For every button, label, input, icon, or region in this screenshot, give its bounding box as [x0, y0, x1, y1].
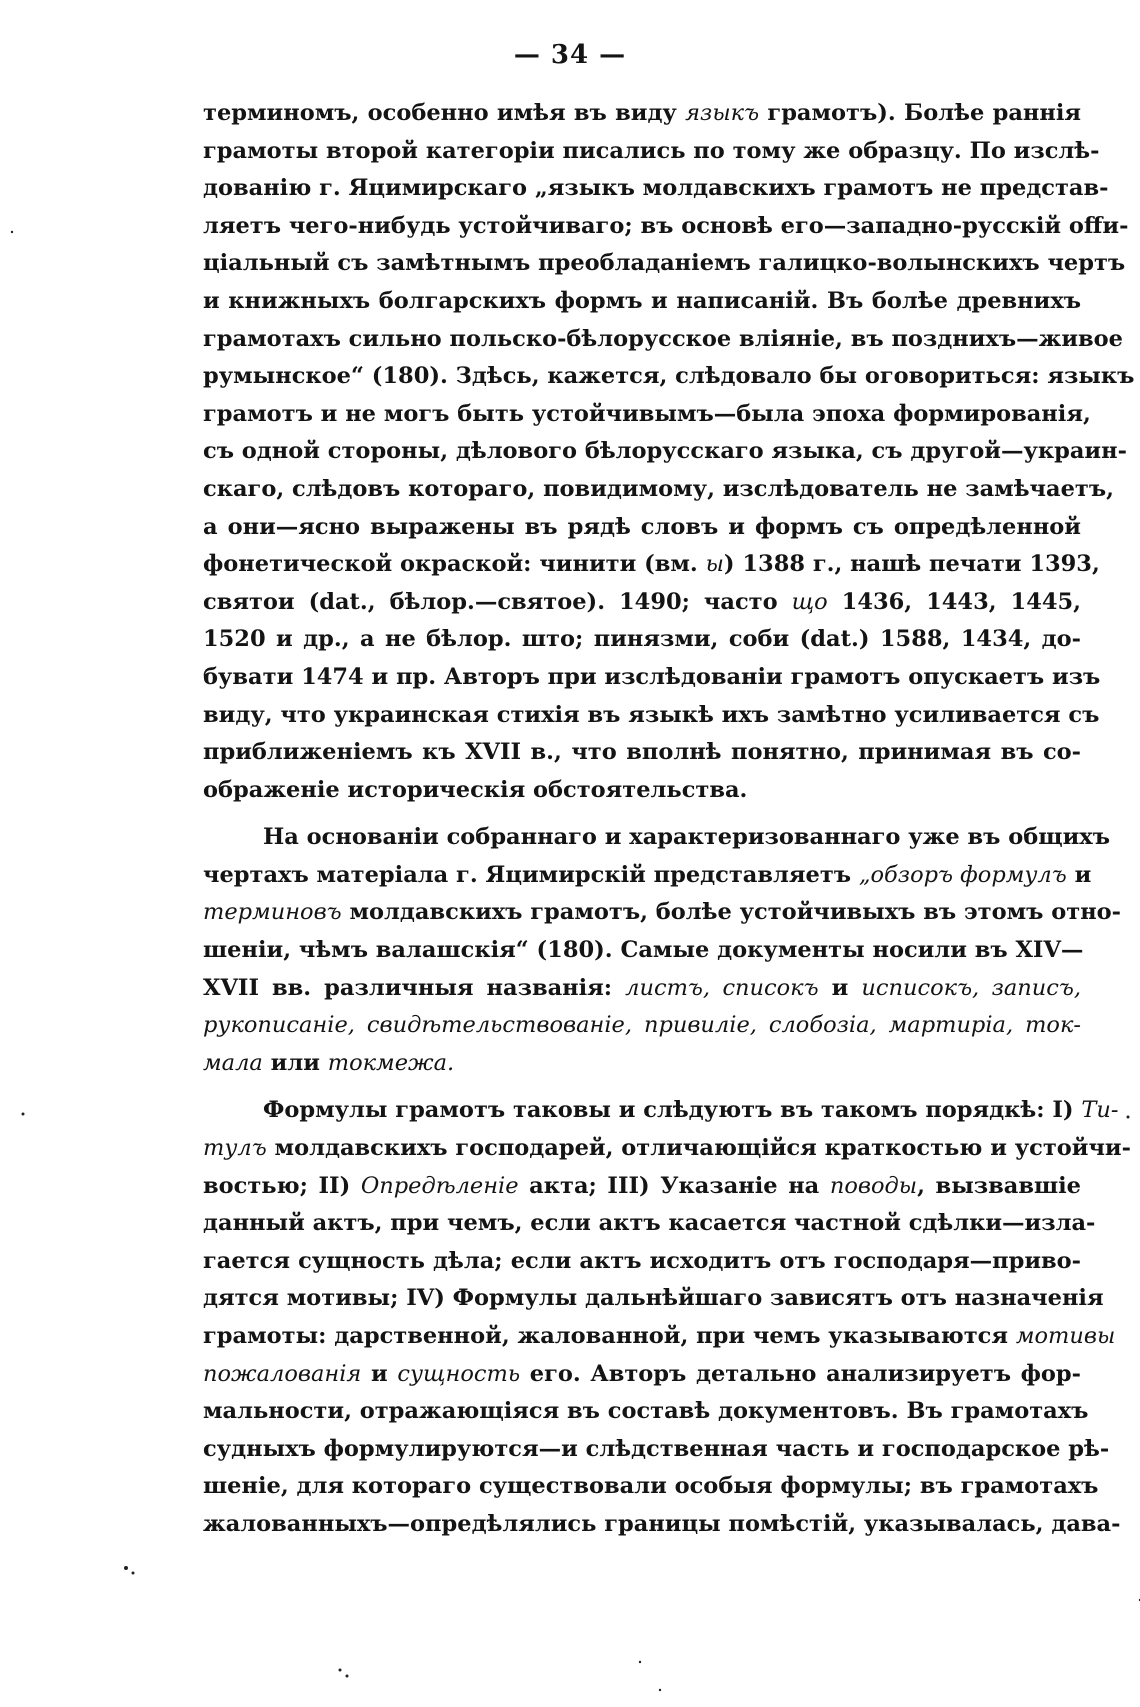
text-line: ляетъ чего-нибудь устойчиваго; въ основѣ его—западно-русскій offи-: [203, 212, 1129, 239]
text-line: шеніе, для котораго существовали особыя формулы; въ грамотахъ: [203, 1473, 1099, 1500]
italic-term: Опредѣленіе: [360, 1172, 519, 1199]
italic-term: терминовъ: [203, 899, 342, 926]
text-line: XVII вв. различныя названія: листъ, списокъ и исписокъ, записъ,: [203, 974, 1081, 1001]
italic-term: тулъ: [203, 1135, 267, 1162]
text-line: мальности, отражающіяся въ составѣ документовъ. Въ грамотахъ: [203, 1398, 1089, 1425]
italic-term: Ти-: [1081, 1097, 1119, 1124]
italic-term: сущность: [397, 1360, 521, 1387]
text-line: Формулы грамотъ таковы и слѣдуютъ въ такомъ порядкѣ: I) Ти-: [263, 1097, 1119, 1124]
text-line: судныхъ формулируются—и слѣдственная часть и господарское рѣ-: [203, 1435, 1110, 1462]
text-line: а они—ясно выражены въ рядѣ словъ и формъ съ опредѣленной: [203, 513, 1081, 540]
text-line: гается сущность дѣла; если актъ исходитъ отъ господаря—приво-: [203, 1247, 1081, 1274]
text-line: скаго, слѣдовъ котораго, повидимому, изслѣдователь не замѣчаетъ,: [203, 475, 1114, 502]
speck: [132, 1572, 135, 1575]
text-line: ціальный съ замѣтнымъ преобладаніемъ галицко-волынскихъ чертъ: [203, 250, 1126, 277]
text-line: дятся мотивы; IV) Формулы дальнѣйшаго зависятъ отъ назначенія: [203, 1285, 1104, 1312]
text-line: 1520 и др., а не бѣлор. што; пинязми, соби (dat.) 1588, 1434, до-: [203, 626, 1081, 653]
speck: [346, 1675, 349, 1678]
text-line: чертахъ матеріала г. Яцимирскій представляетъ „обзоръ формулъ и: [203, 861, 1092, 888]
text-line: тулъ молдавскихъ господарей, отличающійся краткостью и устойчи-: [203, 1135, 1131, 1162]
text-line: жалованныхъ—опредѣлялись границы помѣстій, указывалась, дава-: [203, 1510, 1121, 1537]
text-line: грамотъ и не могъ быть устойчивымъ—была эпоха формированія,: [203, 400, 1091, 427]
text-line: востью; II) Опредѣленіе акта; III) Указаніе на поводы, вызвавшіе: [203, 1172, 1081, 1199]
text-line: терминомъ, особенно имѣя въ виду языкъ грамотъ). Болѣе раннія: [203, 100, 1081, 126]
speck: [22, 1113, 25, 1116]
italic-term: мала: [203, 1049, 263, 1076]
italic-term: пожалованія: [203, 1360, 362, 1387]
text-line: румынское“ (180). Здѣсь, кажется, слѣдовало бы оговориться: языкъ: [203, 363, 1135, 390]
italic-term: поводы: [829, 1172, 918, 1199]
page-number: — 34 —: [513, 40, 627, 70]
text-line: святои (dat., бѣлор.—святое). 1490; часто що 1436, 1443, 1445,: [203, 588, 1081, 615]
speck: [339, 1669, 342, 1672]
text-line: бувати 1474 и пр. Авторъ при изслѣдованіи грамотъ опускаетъ изъ: [203, 663, 1101, 690]
text-line: грамоты: дарственной, жалованной, при чемъ указываются мотивы: [203, 1323, 1116, 1349]
italic-term: листъ, списокъ: [625, 974, 819, 1001]
text-line: приближеніемъ къ XVII в., что вполнѣ понятно, принимая въ со-: [203, 739, 1081, 766]
italic-term: що: [791, 588, 828, 615]
speck: [659, 1689, 661, 1691]
text-line: съ одной стороны, дѣлового бѣлорусскаго языка, съ другой—украин-: [203, 438, 1127, 465]
text-line: данный актъ, при чемъ, если актъ касается частной сдѣлки—изла-: [203, 1210, 1096, 1237]
text-line: и книжныхъ болгарскихъ формъ и написаній. Въ болѣе древнихъ: [203, 287, 1081, 314]
speck: [11, 231, 13, 233]
italic-term: „обзоръ формулъ: [858, 861, 1067, 888]
italic-term: языкъ: [685, 100, 760, 126]
text-line: пожалованія и сущность его. Авторъ детально анализируетъ фор-: [203, 1360, 1082, 1387]
text-line: шеніи, чѣмъ валашскія“ (180). Самые документы носили въ XIV—: [203, 937, 1084, 964]
text-line: грамоты второй категоріи писались по тому же образцу. По изслѣ-: [203, 137, 1100, 164]
text-line: мала или токмежа.: [203, 1049, 455, 1076]
italic-term: ы: [705, 551, 724, 578]
speck: [1127, 1116, 1130, 1119]
text-line: ображеніе историческія обстоятельства.: [203, 776, 748, 803]
text-line: грамотахъ сильно польско-бѣлорусское вліяніе, въ позднихъ—живое: [203, 325, 1123, 352]
speck: [124, 1566, 128, 1570]
text-line: терминовъ молдавскихъ грамотъ, болѣе устойчивыхъ въ этомъ отно-: [203, 899, 1122, 926]
text-line: На основаніи собраннаго и характеризованнаго уже въ общихъ: [263, 824, 1110, 851]
speck: [639, 1661, 641, 1663]
italic-term: рукописаніе, свидѣтельствованіе, привиліе, слобозіа, мартиріа, ток-: [203, 1012, 1081, 1039]
italic-term: мотивы: [1015, 1323, 1116, 1349]
italic-term: исписокъ, записъ,: [861, 974, 1081, 1001]
text-line: виду, что украинская стихія въ языкѣ ихъ замѣтно усиливается съ: [203, 701, 1100, 728]
text-line: фонетической окраской: чинити (вм. ы) 1388 г., нашѣ печати 1393,: [203, 551, 1100, 578]
text-line: дованію г. Яцимирскаго „языкъ молдавскихъ грамотъ не представ-: [203, 175, 1109, 202]
italic-term: токмежа.: [327, 1049, 455, 1076]
